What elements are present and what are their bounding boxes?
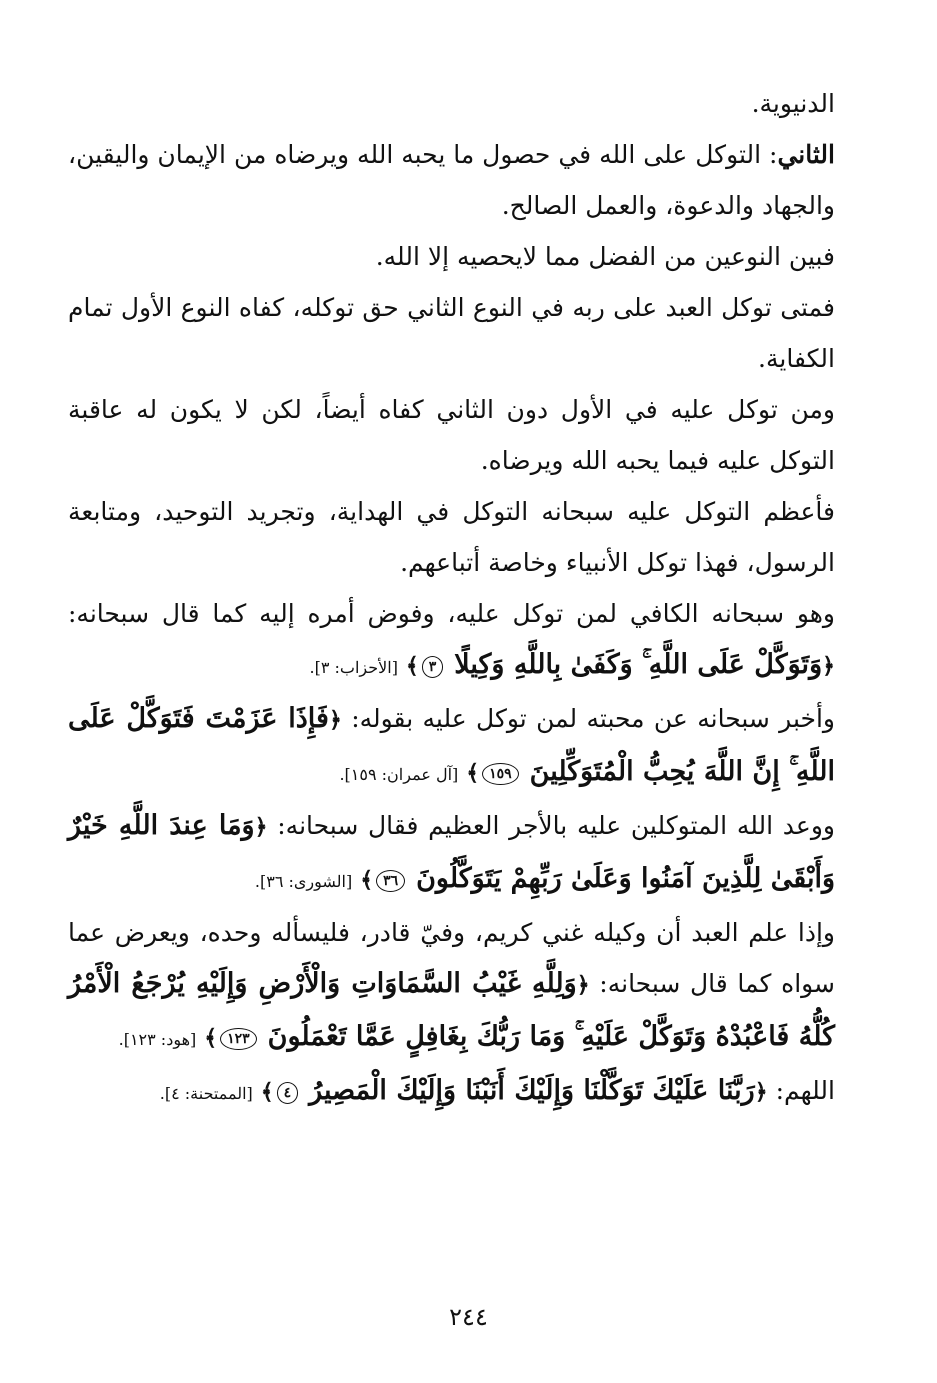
- paragraph-text: وأخبر سبحانه عن محبته لمن توكل عليه بقوله:: [351, 704, 835, 733]
- verse-number-marker: ٣: [422, 656, 444, 678]
- verse-reference: [الممتحنة: ٤].: [159, 1084, 253, 1103]
- quran-bracket-open: ﴿: [328, 707, 342, 733]
- quran-verse: فَإِذَا عَزَمْتَ فَتَوَكَّلْ عَلَى اللَّهِ ۚ إِنَّ اللَّهَ يُحِبُّ الْمُتَوَكِّلِينَ: [68, 703, 835, 787]
- paragraph-text: ومن توكل عليه في الأول دون الثاني كفاه أيضاً، لكن لا يكون له عاقبة التوكل عليه فيما يحبه الله ويرضاه.: [68, 395, 835, 475]
- paragraph-lead: الثاني: [777, 140, 835, 169]
- paragraph-8: [68, 693, 835, 800]
- paragraph-11: [68, 1065, 835, 1119]
- paragraph-text: وإذا علم العبد أن وكيله غني كريم، وفيّ قادر، فليسأله وحده، ويعرض عما سواه كما قال سبحانه:: [68, 918, 835, 998]
- verse-number-marker: ٤: [277, 1082, 299, 1104]
- quran-verse: وَتَوَكَّلْ عَلَى اللَّهِ ۚ وَكَفَىٰ بِاللَّهِ وَكِيلًا: [454, 649, 823, 680]
- quran-bracket-close: ﴾: [466, 760, 480, 786]
- verse-reference: [هود: ١٢٣].: [118, 1030, 197, 1049]
- paragraph-7: [68, 588, 835, 693]
- paragraph-4: [68, 282, 835, 384]
- verse-number-marker: ١٥٩: [482, 763, 519, 785]
- paragraph-text: وهو سبحانه الكافي لمن توكل عليه، وفوض أمره إليه كما قال سبحانه:: [68, 599, 835, 628]
- quran-bracket-open: ﴿: [822, 653, 835, 679]
- paragraph-2: [68, 129, 835, 231]
- paragraph-1: [68, 78, 835, 129]
- quran-bracket-close: ﴾: [360, 867, 374, 893]
- paragraph-9: [68, 800, 835, 907]
- page-body: [68, 78, 835, 1119]
- verse-number-marker: ١٢٣: [220, 1028, 257, 1050]
- quran-bracket-close: ﴾: [405, 653, 419, 679]
- paragraph-5: [68, 384, 835, 486]
- quran-bracket-open: ﴿: [754, 1079, 768, 1105]
- quran-bracket-open: ﴿: [254, 814, 268, 840]
- paragraph-text: فبين النوعين من الفضل مما لايحصيه إلا الله.: [375, 242, 835, 271]
- quran-verse: وَلِلَّهِ غَيْبُ السَّمَاوَاتِ وَالْأَرْضِ وَإِلَيْهِ يُرْجَعُ الْأَمْرُ كُلُّهُ فَاعْبُدْهُ وَتَوَكَّلْ عَلَيْهِ ۚ وَمَا رَبُّكَ بِغَافِلٍ عَمَّا تَعْمَلُونَ: [68, 968, 835, 1052]
- paragraph-text: اللهم:: [775, 1076, 835, 1105]
- page-number: ٢٤٤: [449, 1303, 488, 1331]
- quran-verse: وَمَا عِندَ اللَّهِ خَيْرٌ وَأَبْقَىٰ لِلَّذِينَ آمَنُوا وَعَلَىٰ رَبِّهِمْ يَتَوَكَّلُونَ: [68, 810, 835, 894]
- verse-reference: [الشورى: ٣٦].: [254, 872, 353, 891]
- quran-verse: رَبَّنَا عَلَيْكَ تَوَكَّلْنَا وَإِلَيْكَ أَنَبْنَا وَإِلَيْكَ الْمَصِيرُ: [309, 1075, 755, 1106]
- paragraph-text: فمتى توكل العبد على ربه في النوع الثاني حق توكله، كفاه النوع الأول تمام الكفاية.: [68, 293, 835, 373]
- paragraph-6: [68, 486, 835, 588]
- paragraph-text: فأعظم التوكل عليه سبحانه التوكل في الهداية، وتجريد التوحيد، ومتابعة الرسول، فهذا توكل الأنبياء وخاصة أتباعهم.: [68, 497, 835, 577]
- quran-bracket-close: ﴾: [204, 1025, 218, 1051]
- paragraph-3: [68, 231, 835, 282]
- verse-reference: [الأحزاب: ٣].: [309, 658, 398, 677]
- quran-bracket-open: ﴿: [576, 972, 590, 998]
- paragraph-text: الدنيوية.: [751, 89, 835, 118]
- paragraph-text: ووعد الله المتوكلين عليه بالأجر العظيم فقال سبحانه:: [277, 811, 835, 840]
- paragraph-text: : التوكل على الله في حصول ما يحبه الله ويرضاه من الإيمان واليقين، والجهاد والدعوة، والعمل الصالح.: [68, 140, 835, 220]
- quran-bracket-close: ﴾: [260, 1079, 274, 1105]
- verse-number-marker: ٣٦: [376, 870, 405, 892]
- paragraph-10: [68, 907, 835, 1065]
- verse-reference: [آل عمران: ١٥٩].: [339, 765, 459, 784]
